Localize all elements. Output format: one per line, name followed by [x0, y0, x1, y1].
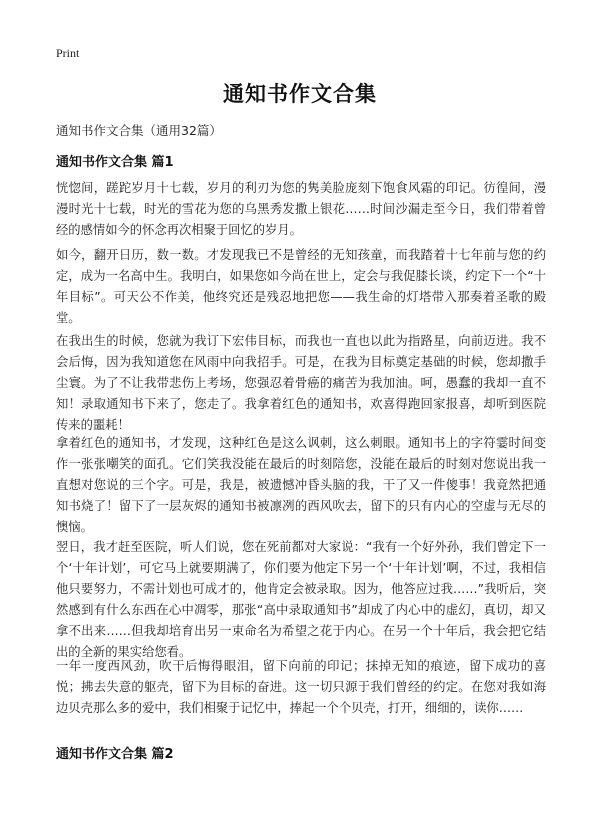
document-title: 通知书作文合集 [223, 82, 377, 106]
document-subtitle: 通知书作文合集（通用32篇） [56, 123, 222, 138]
print-label: Print [56, 46, 80, 60]
section-heading-1: 通知书作文合集 篇1 [56, 155, 174, 170]
paragraph-2: 如今，翻开日历，数一数。才发现我已不是曾经的无知孩童，而我踏着十七年前与您的约定，成为一名高中生。我明白，如果您如今尚在世上，定会与我促膝长谈，约定下一个“十年目标”。可天公不作美，他终究还是残忍地把您——我生命的灯塔带入那奏着圣歌的殿堂。 [56, 248, 546, 325]
section-heading-2: 通知书作文合集 篇2 [56, 747, 174, 762]
paragraph-6: 一年一度西风劲，吹干后悔得眼泪，留下向前的印记；抹掉无知的痕迹，留下成功的喜悦；拂去失意的躯壳，留下为目标的奋进。这一切只源于我们曾经的约定。在您对我如海边贝壳那么多的爱中，我们相聚于记忆中，捧起一个个贝壳，打开，细细的，读你…… [56, 659, 546, 715]
paragraph-1: 恍惚间，蹉跎岁月十七载，岁月的利刃为您的隽美脸庞刻下饱食风霜的印记。彷徨间，漫漫时光十七载，时光的雪花为您的乌黑秀发撒上银花……时间沙漏走至今日，我们带着曾经的感情如今的怀念再次相聚于回忆的岁月。 [56, 181, 546, 237]
paragraph-3: 在我出生的时候，您就为我订下宏伟目标，而我也一直也以此为指路星，向前迈进。我不会后悔，因为我知道您在风雨中向我招手。可是，在我为目标奠定基础的时候，您却撒手尘寰。为了不让我带悲伤上考场，您强忍着骨癌的痛苦为我加油。呵，愚蠢的我却一直不知！录取通知书下来了，您走了。我拿着红色的通知书，欢喜得跑回家报喜，却听到医院传来的噩耗！ [56, 334, 546, 432]
paragraph-4: 拿着红色的通知书，才发现，这种红色是这么讽刺，这么刺眼。通知书上的字符霎时间变作一张张嘲笑的面孔。它们笑我没能在最后的时刻陪您，没能在最后的时刻对您说出我一直想对您说的三个字。可是，我是，被遗憾冲昏头脑的我，干了又一件傻事！我竟然把通知书烧了！留下了一层灰烬的通知书被凛冽的西风吹去，留下的只有内心的空虚与无尽的懊恼。 [56, 436, 546, 534]
paragraph-5: 翌日，我才赶至医院，听人们说，您在死前都对大家说：“我有一个好外孙，我们曾定下一个‘十年计划’，可它马上就要期满了，你们要为他定下另一个‘十年计划’啊，不过，我相信他只要努力，不需计划也可成才的，他肯定会被录取。因为，他答应过我……”我听后，突然感到有什么东西在心中凋零，那张“高中录取通知书”却成了内心中的虚幻，真切，却又拿不出来……但我却培育出另一束命名为希望之花于内心。在另一个十年后，我会把它结出的全新的果实给您看。 [56, 540, 546, 659]
